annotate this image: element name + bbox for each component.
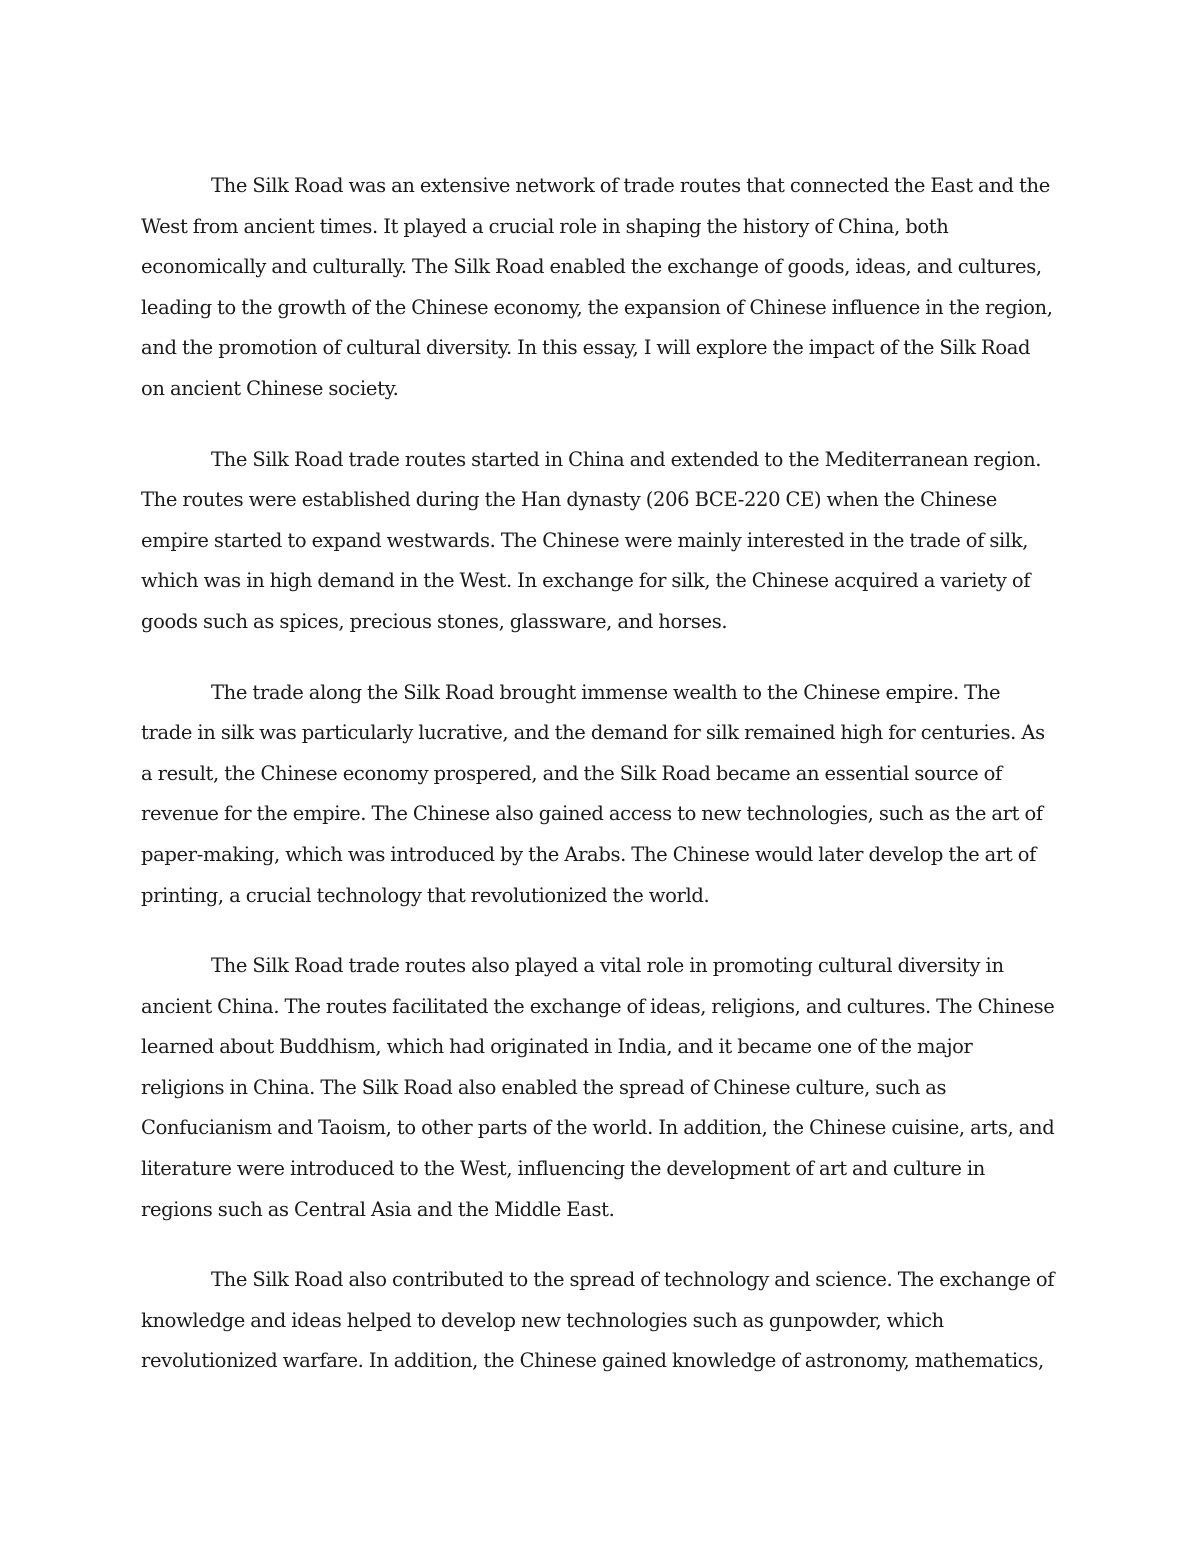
- paragraph-trade-routes: The Silk Road trade routes started in China and extended to the Mediterranean region. The routes were established during the Han dynasty (206 BCE-220 CE) when the Chinese empire started to expand westwards. The Chinese were mainly interested in the trade of silk, which was in high demand in the West. In exchange for silk, the Chinese acquired a variety of goods such as spices, precious stones, glassware, and horses.: [141, 447, 1042, 633]
- paragraph-cultural-diversity: The Silk Road trade routes also played a vital role in promoting cultural diversity in ancient China. The routes facilitated the exchange of ideas, religions, and cultures. The Chinese learned about Buddhism, which had originated in India, and it became one of the major religions in China. The Silk Road also enabled the spread of Chinese culture, such as Confucianism and Taoism, to other parts of the world. In addition, the Chinese cuisine, arts, and literature were introduced to the West, influencing the development of art and culture in regions such as Central Asia and the Middle East.: [141, 954, 1055, 1221]
- essay-body: [141, 166, 1056, 1412]
- paragraph-intro: The Silk Road was an extensive network of trade routes that connected the East and the West from ancient times. It played a crucial role in shaping the history of China, both economically and culturally. The Silk Road enabled the exchange of goods, ideas, and cultures, leading to the growth of the Chinese economy, the expansion of Chinese influence in the region, and the promotion of cultural diversity. In this essay, I will explore the impact of the Silk Road on ancient Chinese society.: [141, 174, 1053, 400]
- paragraph-wealth: The trade along the Silk Road brought immense wealth to the Chinese empire. The trade in silk was particularly lucrative, and the demand for silk remained high for centuries. As a result, the Chinese economy prospered, and the Silk Road became an essential source of revenue for the empire. The Chinese also gained access to new technologies, such as the art of paper-making, which was introduced by the Arabs. The Chinese would later develop the art of printing, a crucial technology that revolutionized the world.: [141, 680, 1045, 907]
- paragraph-technology: The Silk Road also contributed to the spread of technology and science. The exchange of knowledge and ideas helped to develop new technologies such as gunpowder, which revolutionized warfare. In addition, the Chinese gained knowledge of astronomy, mathematics,: [141, 1268, 1055, 1373]
